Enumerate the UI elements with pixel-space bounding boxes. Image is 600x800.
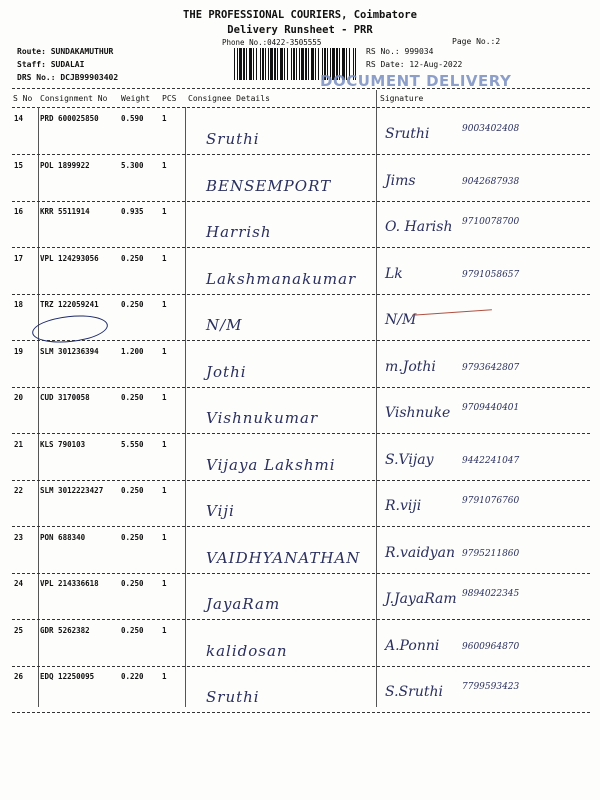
row-sno: 18 [14, 300, 24, 309]
row-weight: 0.250 [121, 300, 144, 309]
row-weight: 5.550 [121, 439, 144, 449]
row-sno: 14 [14, 114, 24, 123]
row-weight: 1.200 [121, 346, 144, 356]
row-weight: 5.300 [121, 160, 144, 170]
row-consignment-no: PRD 600025850 [40, 114, 99, 123]
row-weight: 0.935 [121, 207, 144, 216]
row-signature: m.Jothi [385, 358, 436, 375]
row-sno: 19 [14, 346, 24, 356]
row-pcs: 1 [162, 160, 167, 170]
row-weight: 0.250 [121, 625, 144, 635]
row-recipient-phone: 9791076760 [462, 496, 520, 506]
rs-number: RS No.: 999034 [366, 47, 434, 56]
row-pcs: 1 [162, 439, 167, 449]
row-separator [12, 480, 590, 481]
row-recipient-phone: 9795211860 [462, 548, 520, 559]
row-separator [12, 387, 590, 388]
row-consignment-no: VPL 214336618 [40, 579, 99, 588]
row-consignment-no: TRZ 122059241 [40, 300, 99, 309]
staff-label: Staff: SUDALAI [17, 60, 85, 69]
row-recipient-phone: 9003402408 [462, 124, 520, 134]
row-sno: 22 [14, 486, 24, 495]
runsheet-title: THE PROFESSIONAL COURIERS, Coimbatore [183, 9, 417, 21]
col-header-consignee: Consignee Details [188, 94, 270, 103]
office-phone: Phone No.:0422-3505555 [222, 38, 322, 47]
row-sno: 17 [14, 253, 24, 263]
row-consignee-name: Vijaya Lakshmi [206, 455, 336, 474]
row-recipient-phone: 9791058657 [462, 269, 520, 280]
row-recipient-phone: 9442241047 [462, 455, 520, 466]
row-pcs: 1 [162, 579, 167, 588]
row-consignee-name: Harrish [206, 223, 272, 241]
row-weight: 0.250 [121, 253, 144, 263]
row-separator [12, 201, 590, 202]
row-sno: 23 [14, 532, 24, 542]
row-separator [12, 294, 590, 295]
row-signature: R.viji [385, 498, 422, 514]
row-consignee-name: Sruthi [206, 688, 260, 706]
row-weight: 0.250 [121, 486, 144, 495]
row-signature: Lk [385, 265, 403, 282]
row-weight: 0.220 [121, 672, 144, 681]
row-recipient-phone: 9710078700 [462, 217, 520, 227]
row-pcs: 1 [162, 532, 167, 542]
row-pcs: 1 [162, 253, 167, 263]
row-weight: 0.590 [121, 114, 144, 123]
row-separator [12, 712, 590, 713]
row-pcs: 1 [162, 393, 167, 402]
route-label: Route: SUNDAKAMUTHUR [17, 47, 114, 56]
row-signature: S.Vijay [385, 451, 434, 468]
row-recipient-phone: 9709440401 [462, 403, 520, 413]
row-sno: 26 [14, 672, 24, 681]
row-pcs: 1 [162, 672, 167, 681]
row-pcs: 1 [162, 207, 167, 216]
row-pcs: 1 [162, 114, 167, 123]
row-consignee-name: Viji [206, 502, 235, 520]
col-divider-2 [185, 107, 186, 707]
row-consignee-name: N/M [206, 316, 243, 334]
col-divider-3 [376, 90, 377, 707]
row-recipient-phone: 9600964870 [462, 641, 520, 652]
drs-number: DRS No.: DCJB99903402 [17, 73, 119, 82]
row-consignment-no: SLM 301236394 [40, 346, 99, 356]
row-weight: 0.250 [121, 532, 144, 542]
runsheet-subtitle: Delivery Runsheet - PRR [227, 24, 373, 36]
row-pcs: 1 [162, 486, 167, 495]
row-consignment-no: CUD 3170058 [40, 393, 90, 402]
row-weight: 0.250 [121, 579, 144, 588]
row-consignee-name: VAIDHYANATHAN [206, 548, 361, 567]
row-signature: Jims [385, 172, 416, 189]
col-header-signature: Signature [380, 94, 424, 103]
row-recipient-phone: 9042687938 [462, 176, 520, 187]
red-ink-stroke [412, 309, 492, 316]
row-consignment-no: KLS 790103 [40, 439, 86, 449]
col-header-sno: S No [13, 94, 33, 103]
row-sno: 15 [14, 160, 24, 170]
row-consignment-no: VPL 124293056 [40, 253, 99, 263]
row-signature: Sruthi [385, 126, 430, 142]
row-pcs: 1 [162, 625, 167, 635]
row-consignment-no: SLM 3012223427 [40, 486, 104, 495]
row-consignee-name: kalidosan [206, 641, 288, 660]
row-separator [12, 573, 590, 574]
row-sno: 20 [14, 393, 24, 402]
col-header-weight: Weight [121, 94, 150, 103]
row-sno: 25 [14, 625, 24, 635]
col-header-consignment: Consignment No [40, 94, 108, 103]
row-separator [12, 433, 590, 434]
row-pcs: 1 [162, 346, 167, 356]
row-signature: Vishnuke [385, 405, 451, 421]
row-separator [12, 666, 590, 667]
row-pcs: 1 [162, 300, 167, 309]
row-sno: 24 [14, 579, 24, 588]
col-header-pcs: PCS [162, 94, 177, 103]
row-consignee-name: Vishnukumar [206, 409, 319, 427]
row-recipient-phone: 9793642807 [462, 362, 520, 373]
row-consignee-name: Jothi [206, 362, 247, 381]
row-signature: O. Harish [385, 219, 453, 235]
page-number: Page No.:2 [452, 37, 501, 46]
row-consignment-no: EDQ 12250095 [40, 672, 95, 681]
row-signature: J.JayaRam [385, 591, 457, 607]
row-signature: S.Sruthi [385, 684, 443, 700]
row-consignee-name: Sruthi [206, 130, 260, 148]
row-recipient-phone: 9894022345 [462, 589, 520, 599]
row-consignee-name: JayaRam [206, 595, 281, 613]
document-delivery-stamp: DOCUMENT DELIVERY [320, 72, 512, 90]
row-consignment-no: KRR 5511914 [40, 207, 90, 216]
row-signature: R.vaidyan [385, 544, 455, 561]
row-sno: 16 [14, 207, 24, 216]
header-top-rule [12, 88, 590, 89]
row-recipient-phone: 7799593423 [462, 682, 520, 692]
col-divider-1 [38, 107, 39, 707]
row-consignee-name: Lakshmanakumar [206, 269, 357, 288]
row-signature: N/M [385, 312, 417, 328]
row-separator [12, 247, 590, 248]
row-consignee-name: BENSEMPORT [206, 176, 332, 195]
row-consignment-no: POL 1899922 [40, 160, 90, 170]
row-consignment-no: PON 688340 [40, 532, 86, 542]
row-separator [12, 526, 590, 527]
header-bottom-rule [12, 107, 590, 108]
row-sno: 21 [14, 439, 24, 449]
row-separator [12, 154, 590, 155]
row-signature: A.Ponni [385, 637, 440, 654]
row-separator [12, 619, 590, 620]
row-weight: 0.250 [121, 393, 144, 402]
row-separator [12, 340, 590, 341]
rs-date: RS Date: 12-Aug-2022 [366, 60, 463, 69]
row-consignment-no: GDR 5262382 [40, 625, 90, 635]
